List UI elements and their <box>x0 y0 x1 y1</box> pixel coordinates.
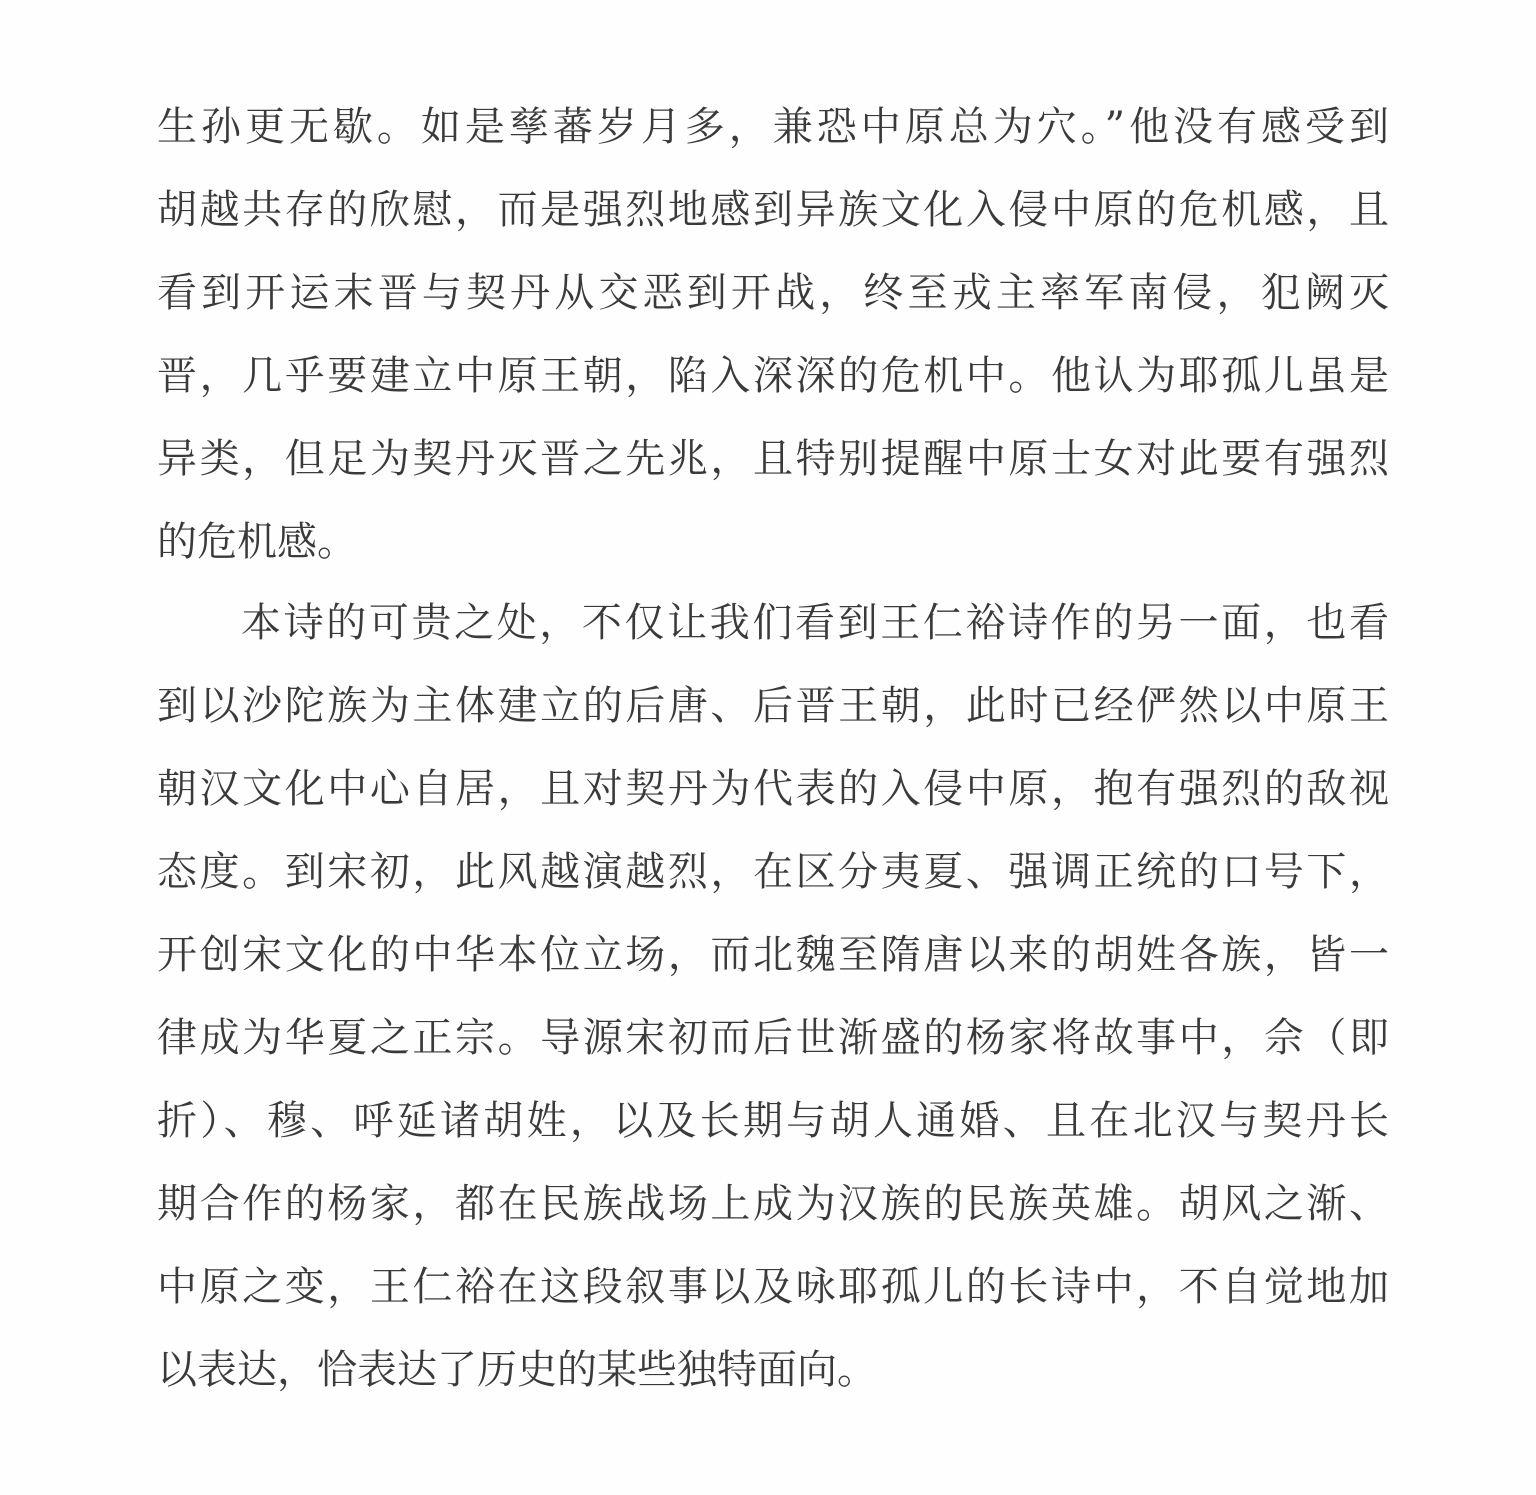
text-line: 异类，但足为契丹灭晋之先兆，且特别提醒中原士女对此要有强烈 <box>157 436 1389 482</box>
text-line: 期合作的杨家，都在民族战场上成为汉族的民族英雄。胡风之渐、 <box>157 1181 1389 1227</box>
text-line: 本诗的可贵之处，不仅让我们看到王仁裕诗作的另一面，也看 <box>241 600 1389 646</box>
text-line: 折）、穆、呼延诸胡姓，以及长期与胡人通婚、且在北汉与契丹长 <box>157 1098 1389 1144</box>
text-line: 胡越共存的欣慰，而是强烈地感到异族文化入侵中原的危机感，且 <box>157 187 1389 233</box>
text-line: 朝汉文化中心自居，且对契丹为代表的入侵中原，抱有强烈的敌视 <box>157 766 1389 812</box>
text-line: 以表达，恰表达了历史的某些独特面向。 <box>157 1347 877 1393</box>
text-line: 态度。到宋初，此风越演越烈，在区分夷夏、强调正统的口号下， <box>157 849 1389 895</box>
text-line: 生孙更无歇。如是孳蕃岁月多，兼恐中原总为穴。”他没有感受到 <box>157 104 1389 150</box>
text-line: 中原之变，王仁裕在这段叙事以及咏耶孤儿的长诗中，不自觉地加 <box>157 1264 1389 1310</box>
text-line: 律成为华夏之正宗。导源宋初而后世渐盛的杨家将故事中，佘（即 <box>157 1015 1389 1061</box>
text-line: 到以沙陀族为主体建立的后唐、后晋王朝，此时已经俨然以中原王 <box>157 683 1389 729</box>
text-line: 看到开运末晋与契丹从交恶到开战，终至戎主率军南侵，犯阙灭 <box>157 270 1389 316</box>
text-line: 的危机感。 <box>157 519 357 565</box>
text-line: 晋，几乎要建立中原王朝，陷入深深的危机中。他认为耶孤儿虽是 <box>157 353 1389 399</box>
text-line: 开创宋文化的中华本位立场，而北魏至隋唐以来的胡姓各族，皆一 <box>157 932 1389 978</box>
